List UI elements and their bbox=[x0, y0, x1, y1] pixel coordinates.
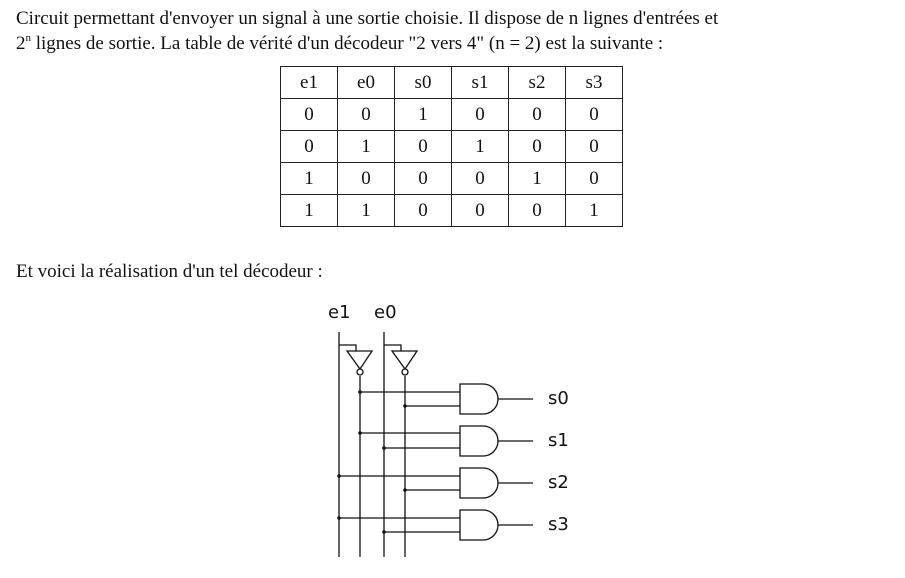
and-gate-s2 bbox=[460, 468, 498, 498]
header-cell: s1 bbox=[452, 67, 509, 99]
table-cell: 0 bbox=[452, 163, 509, 195]
table-cell: 1 bbox=[509, 163, 566, 195]
table-cell: 0 bbox=[395, 195, 452, 227]
table-cell: 0 bbox=[509, 99, 566, 131]
table-cell: 0 bbox=[566, 163, 623, 195]
table-cell: 1 bbox=[395, 99, 452, 131]
table-cell: 0 bbox=[395, 131, 452, 163]
header-cell: e1 bbox=[281, 67, 338, 99]
and-gate-s3 bbox=[460, 510, 498, 540]
intro-line-2: lignes de sortie. La table de vérité d'un décodeur "2 vers 4" (n = 2) est la suivante : bbox=[31, 33, 664, 54]
table-cell: 1 bbox=[281, 163, 338, 195]
output-label-s2: s2 bbox=[548, 472, 569, 493]
table-cell: 0 bbox=[509, 195, 566, 227]
and-gate-s1 bbox=[460, 426, 498, 456]
header-cell: s0 bbox=[395, 67, 452, 99]
header-cell: s2 bbox=[509, 67, 566, 99]
output-label-s3: s3 bbox=[548, 514, 569, 535]
input-label-e1: e1 bbox=[328, 302, 351, 323]
table-cell: 0 bbox=[452, 99, 509, 131]
table-cell: 1 bbox=[281, 195, 338, 227]
table-cell: 1 bbox=[452, 131, 509, 163]
table-cell: 0 bbox=[509, 131, 566, 163]
table-cell: 1 bbox=[338, 131, 395, 163]
table-cell: 0 bbox=[395, 163, 452, 195]
intro-line-1: Circuit permettant d'envoyer un signal à une sortie choisie. Il dispose de n lignes d'entrées et bbox=[16, 8, 719, 29]
power-base: 2 bbox=[16, 33, 26, 54]
and-gate-s0 bbox=[460, 384, 498, 414]
table-cell: 0 bbox=[281, 131, 338, 163]
table-cell: 0 bbox=[566, 99, 623, 131]
table-cell: 0 bbox=[338, 163, 395, 195]
table-cell: 0 bbox=[338, 99, 395, 131]
inverter-e1 bbox=[339, 345, 372, 375]
realisation-text: Et voici la réalisation d'un tel décodeur : bbox=[16, 261, 323, 282]
header-cell: e0 bbox=[338, 67, 395, 99]
table-cell: 0 bbox=[281, 99, 338, 131]
power-exponent: n bbox=[25, 31, 31, 44]
inverter-e0 bbox=[384, 345, 417, 375]
table-cell: 1 bbox=[338, 195, 395, 227]
table-cell: 0 bbox=[566, 131, 623, 163]
output-label-s0: s0 bbox=[548, 388, 569, 409]
table-cell: 1 bbox=[566, 195, 623, 227]
input-label-e0: e0 bbox=[374, 302, 397, 323]
header-cell: s3 bbox=[566, 67, 623, 99]
output-label-s1: s1 bbox=[548, 430, 569, 451]
table-cell: 0 bbox=[452, 195, 509, 227]
